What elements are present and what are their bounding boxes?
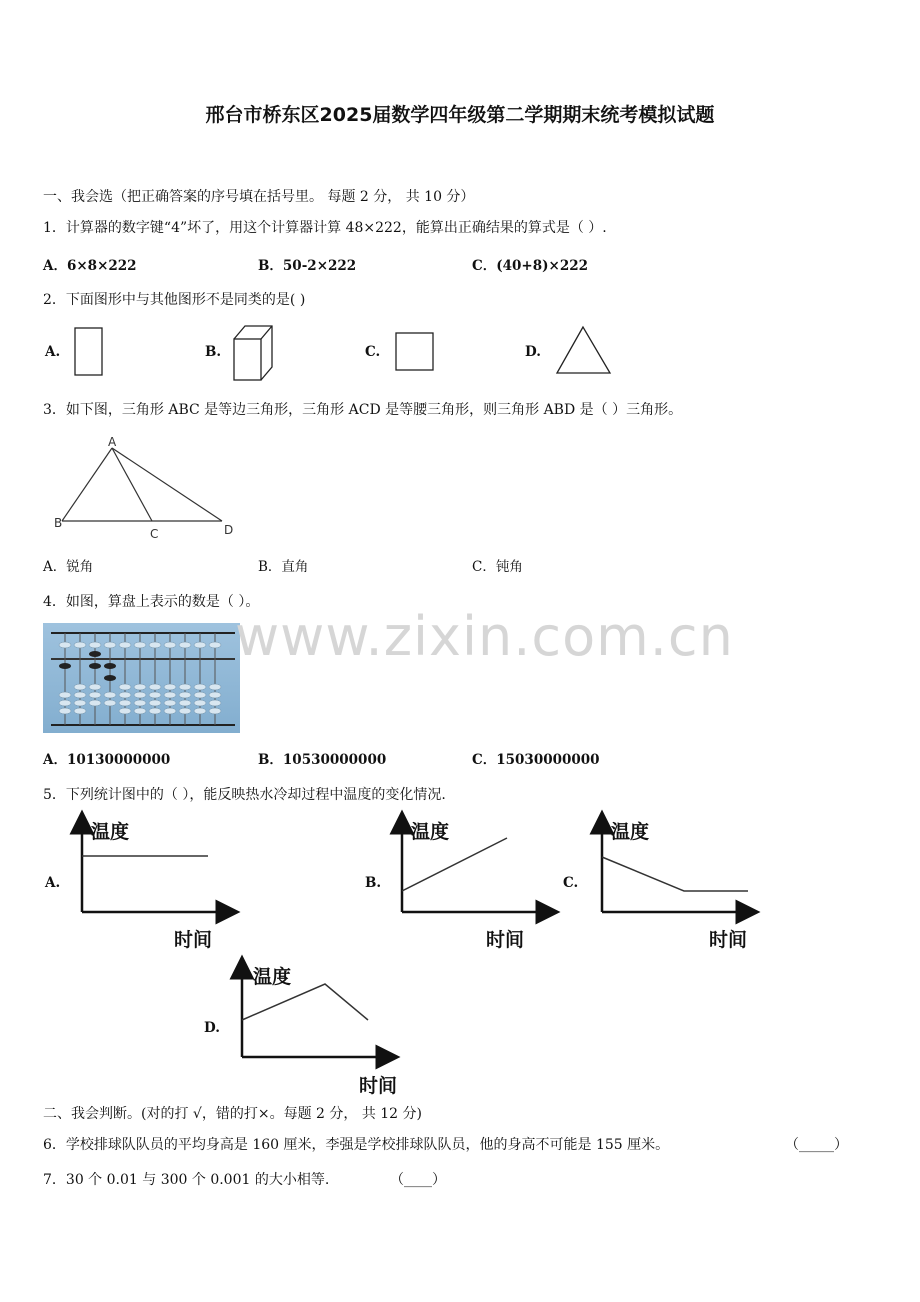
section-2-heading: 二、我会判断。(对的打 √，错的打×。每题 2 分， 共 12 分) <box>43 1106 422 1122</box>
graph-b-x-label: 时间 <box>486 929 525 951</box>
graph-a-y-label: 温度 <box>91 821 130 843</box>
q1-option-b: B．50-2×222 <box>258 258 357 274</box>
graph-a-x-label: 时间 <box>174 929 213 951</box>
q3-option-b: B．直角 <box>258 559 309 575</box>
q1-option-c: C．(40+8)×222 <box>472 258 589 274</box>
q2-label-c: C. <box>365 344 381 360</box>
q3-option-a: A．锐角 <box>43 559 94 575</box>
q4-option-a: A．10130000000 <box>43 752 171 768</box>
graph-b <box>402 820 548 951</box>
q5-label-d: D. <box>204 1020 220 1036</box>
q2-label-d: D. <box>525 344 541 360</box>
graph-d-x-label: 时间 <box>359 1075 398 1097</box>
point-c-label: C <box>150 527 159 541</box>
question-4: 4．如图，算盘上表示的数是（ ）。 <box>43 594 260 610</box>
q1-option-a: A．6×8×222 <box>43 258 137 274</box>
q5-label-a: A. <box>45 875 61 891</box>
question-6-blank[interactable]: （_____） <box>785 1137 848 1153</box>
q4-option-c: C．15030000000 <box>472 752 600 768</box>
point-d-label: D <box>224 523 234 537</box>
q2-label-a: A. <box>45 344 61 360</box>
graph-d-y-label: 温度 <box>253 966 292 988</box>
question-2: 2．下面图形中与其他图形不是同类的是( ) <box>43 292 306 308</box>
question-6: 6．学校排球队队员的平均身高是 160 厘米，李强是学校排球队队员，他的身高不可能是 155 厘米。 <box>43 1137 670 1153</box>
graph-c <box>602 820 748 951</box>
question-5: 5．下列统计图中的（ ），能反映热水冷却过程中温度的变化情况. <box>43 787 446 803</box>
q2-label-b: B. <box>205 344 222 360</box>
point-b-label: B <box>54 516 63 530</box>
graph-b-y-label: 温度 <box>411 821 450 843</box>
q5-label-b: B. <box>365 875 382 891</box>
question-3: 3．如下图，三角形 ABC 是等边三角形，三角形 ACD 是等腰三角形，则三角形 ABD 是（ ）三角形。 <box>43 402 683 418</box>
question-7: 7．30 个 0.01 与 300 个 0.001 的大小相等. <box>43 1172 330 1188</box>
question-1: 1．计算器的数字键“4”坏了，用这个计算器计算 48×222，能算出正确结果的算式是（ ）. <box>43 220 607 236</box>
graph-c-y-label: 温度 <box>611 821 650 843</box>
graph-d <box>242 965 397 1097</box>
section-1-heading: 一、我会选（把正确答案的序号填在括号里。 每题 2 分， 共 10 分） <box>43 189 475 205</box>
graph-a <box>82 820 228 951</box>
watermark: www.zixin.com.cn <box>235 605 734 668</box>
question-7-blank[interactable]: （____） <box>390 1172 446 1188</box>
graph-c-x-label: 时间 <box>709 929 748 951</box>
page-title: 邢台市桥东区2025届数学四年级第二学期期末统考模拟试题 <box>205 104 715 126</box>
q4-option-b: B．10530000000 <box>258 752 387 768</box>
point-a-label: A <box>108 435 117 449</box>
q5-label-c: C. <box>563 875 579 891</box>
q3-option-c: C．钝角 <box>472 559 523 575</box>
